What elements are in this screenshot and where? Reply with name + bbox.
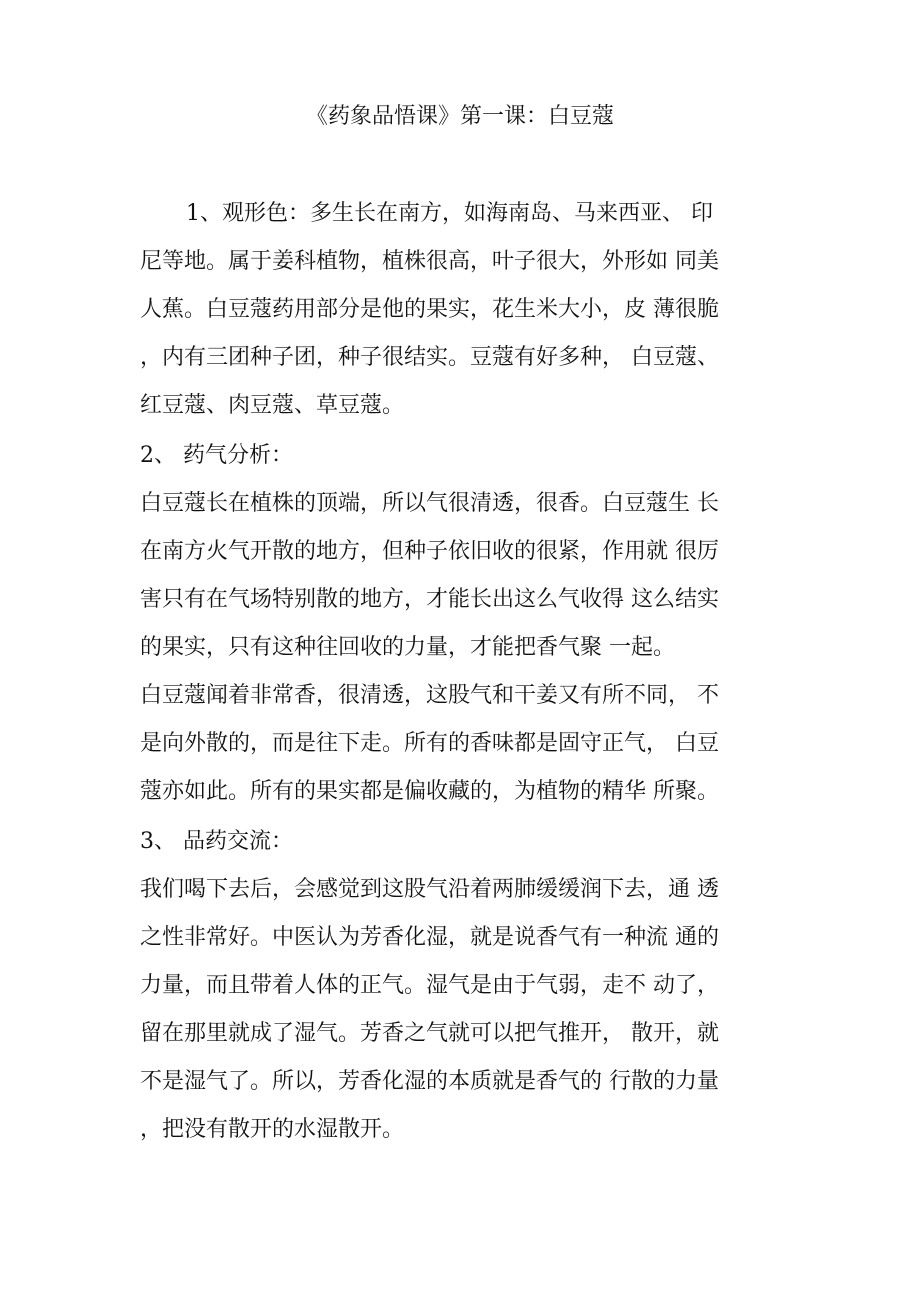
body-line-5: 红豆蔻、肉豆蔻、草豆蔻。 <box>140 393 405 418</box>
section-heading-3: 3、 品药交流： <box>140 829 293 854</box>
body-line-3: 人蕉。白豆蔻药用部分是他的果实，花生米大小，皮 薄很脆 <box>140 297 719 322</box>
body-line-18: 留在那里就成了湿气。芳香之气就可以把气推开， 散开，就 <box>140 1021 719 1046</box>
body-line-16: 之性非常好。中医认为芳香化湿，就是说香气有一种流 通的 <box>140 925 719 950</box>
body-line-10: 的果实，只有这种往回收的力量，才能把香气聚 一起。 <box>140 635 675 660</box>
body-line-4: ，内有三团种子团，种子很结实。豆蔻有好多种， 白豆蔻、 <box>140 345 719 370</box>
body-line-1: 1、观形色：多生长在南方，如海南岛、马来西亚、 印 <box>186 201 713 226</box>
body-line-8: 在南方火气开散的地方，但种子依旧收的很紧，作用就 很厉 <box>140 539 719 564</box>
section-heading-2: 2、 药气分析： <box>140 443 293 468</box>
body-line-13: 蔻亦如此。所有的果实都是偏收藏的，为植物的精华 所聚。 <box>140 779 719 804</box>
body-line-11: 白豆蔻闻着非常香，很清透，这股气和干姜又有所不同， 不 <box>140 683 719 708</box>
body-line-20: ，把没有散开的水湿散开。 <box>140 1117 405 1142</box>
document-title: 《药象品悟课》第一课：白豆蔻 <box>305 104 614 129</box>
body-line-7: 白豆蔻长在植株的顶端，所以气很清透，很香。白豆蔻生 长 <box>140 491 719 516</box>
body-line-12: 是向外散的，而是往下走。所有的香味都是固守正气， 白豆 <box>140 731 719 756</box>
body-line-2: 尼等地。属于姜科植物，植株很高，叶子很大，外形如 同美 <box>140 249 719 274</box>
body-line-9: 害只有在气场特别散的地方，才能长出这么气收得 这么结实 <box>140 587 719 612</box>
body-line-19: 不是湿气了。所以，芳香化湿的本质就是香气的 行散的力量 <box>140 1069 719 1094</box>
body-line-15: 我们喝下去后，会感觉到这股气沿着两肺缓缓润下去，通 透 <box>140 877 719 902</box>
body-line-17: 力量，而且带着人体的正气。湿气是由于气弱，走不 动了， <box>140 973 719 998</box>
